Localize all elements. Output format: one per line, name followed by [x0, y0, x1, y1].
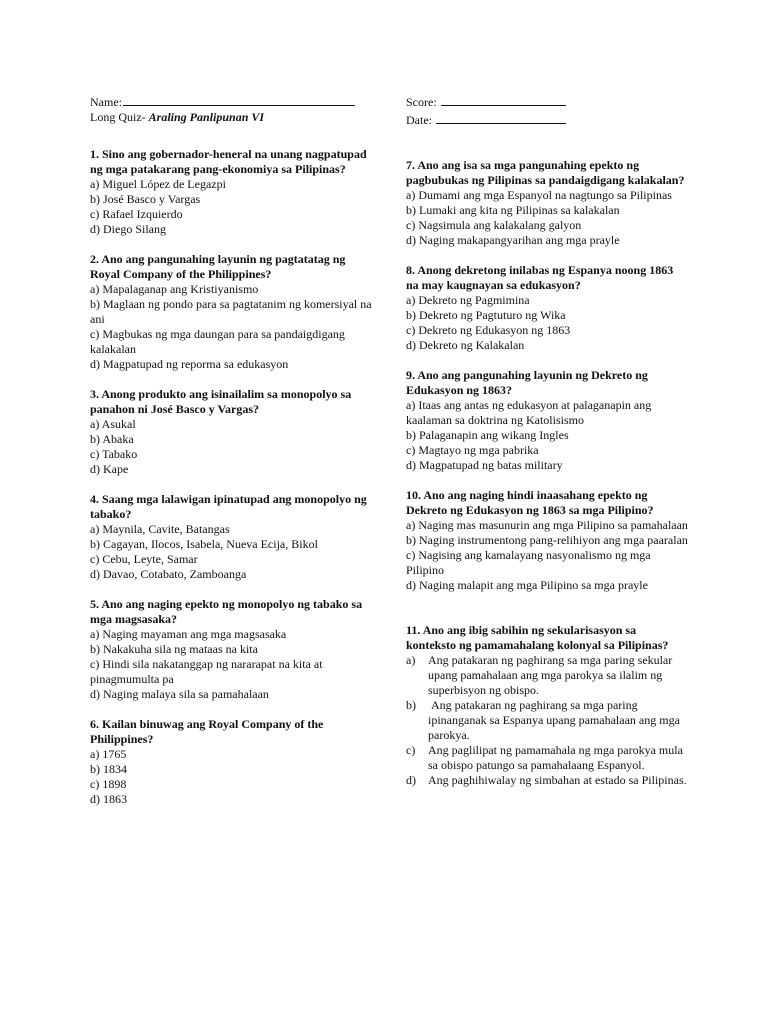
name-label: Name:: [90, 95, 122, 109]
question-text: 3. Anong produkto ang isinailalim sa monopolyo sa panahon ni José Basco y Vargas?: [90, 387, 352, 416]
question-4: [90, 492, 372, 582]
question-text: 2. Ano ang pangunahing layunin ng pagtatatag ng Royal Company of the Philippines?: [90, 252, 346, 281]
option: a) Dumami ang mga Espanyol na nagtungo sa Pilipinas: [406, 188, 672, 202]
question-text: 6. Kailan binuwag ang Royal Company of the Philippines?: [90, 717, 324, 746]
option: c) 1898: [90, 777, 127, 791]
option: d) Naging malaya sila sa pamahalaan: [90, 687, 269, 701]
question-text: 1. Sino ang gobernador-heneral na unang nagpatupad ng mga patakarang pang-ekonomiya sa Pilipinas?: [90, 147, 367, 176]
option: d) Magpatupad ng batas military: [406, 458, 563, 472]
option: b) 1834: [90, 762, 127, 776]
question-5: [90, 597, 372, 702]
option: d) 1863: [90, 792, 127, 806]
option: c) Magbukas ng mga daungan para sa pandaigdigang kalakalan: [90, 327, 345, 356]
option: d) Davao, Cotabato, Zamboanga: [90, 567, 247, 581]
question-10: [406, 488, 688, 593]
option: d) Naging makapangyarihan ang mga prayle: [406, 233, 620, 247]
quiz-title: Long Quiz- Araling Panlipunan VI: [90, 110, 265, 124]
question-text: 10. Ano ang naging hindi inaasahang epekto ng Dekreto ng Edukasyon ng 1863 sa mga Pilipino?: [406, 488, 654, 517]
option: b) Nakakuha sila ng mataas na kita: [90, 642, 258, 656]
option: c) Dekreto ng Edukasyon ng 1863: [406, 323, 571, 337]
date-label: Date:: [406, 113, 432, 127]
option: a) Naging mas masunurin ang mga Pilipino sa pamahalaan: [406, 518, 688, 532]
option: b) Lumaki ang kita ng Pilipinas sa kalakalan: [406, 203, 620, 217]
option: d) Diego Silang: [90, 222, 166, 236]
option: c) Nagising ang kamalayang nasyonalismo ng mga Pilipino: [406, 548, 651, 577]
option: d) Naging malapit ang mga Pilipino sa mga prayle: [406, 578, 648, 592]
question-7: [406, 158, 688, 248]
question-2: [90, 252, 372, 372]
option: d) Dekreto ng Kalakalan: [406, 338, 525, 352]
option: b) José Basco y Vargas: [90, 192, 201, 206]
option: a) Ang patakaran ng paghirang sa mga paring sekular upang pamahalaan ang mga parokya sa ilalim ng superbisyon ng obispo.: [406, 653, 673, 697]
option: c) Magtayo ng mga pabrika: [406, 443, 539, 457]
question-8: [406, 263, 688, 353]
date-blank[interactable]: [436, 110, 566, 124]
option: c) Tabako: [90, 447, 138, 461]
question-6: [90, 717, 372, 807]
option: b) Naging instrumentong pang-relihiyon ang mga paaralan: [406, 533, 688, 547]
question-text: 4. Saang mga lalawigan ipinatupad ang monopolyo ng tabako?: [90, 492, 367, 521]
option: a) Mapalaganap ang Kristiyanismo: [90, 282, 259, 296]
question-text: 7. Ano ang isa sa mga pangunahing epekto ng pagbubukas ng Pilipinas sa pandaigdigang kalakalan?: [406, 158, 685, 187]
option: d) Ang paghihiwalay ng simbahan at estado sa Pilipinas.: [406, 773, 687, 787]
option: b) Cagayan, Ilocos, Isabela, Nueva Ecija, Bikol: [90, 537, 318, 551]
score-label: Score:: [406, 95, 437, 109]
option: c) Rafael Izquierdo: [90, 207, 183, 221]
option: c) Hindi sila nakatanggap ng nararapat na kita at pinagmumulta pa: [90, 657, 323, 686]
question-3: [90, 387, 372, 477]
option: a) Miguel López de Legazpi: [90, 177, 226, 191]
option: c) Nagsimula ang kalakalang galyon: [406, 218, 582, 232]
option: b) Dekreto ng Pagtuturo ng Wika: [406, 308, 566, 322]
option: b) Maglaan ng pondo para sa pagtatanim ng komersiyal na ani: [90, 297, 372, 326]
option: c) Ang paglilipat ng pamamahala ng mga parokya mula sa obispo patungo sa pamahalaang Espanyol.: [406, 743, 683, 772]
option: b) Palaganapin ang wikang Ingles: [406, 428, 569, 442]
right-column: [406, 92, 688, 803]
name-field[interactable]: [90, 92, 372, 110]
question-9: [406, 368, 688, 473]
option: b) Ang patakaran ng paghirang sa mga paring ipinanganak sa Espanya upang pamahalaan ang mga parokya.: [406, 698, 683, 742]
question-11: [406, 623, 688, 788]
score-blank[interactable]: [441, 92, 566, 106]
option: c) Cebu, Leyte, Samar: [90, 552, 198, 566]
score-field[interactable]: [406, 92, 688, 110]
option: a) Naging mayaman ang mga magsasaka: [90, 627, 287, 641]
option: a) 1765: [90, 747, 127, 761]
left-column: [90, 92, 372, 822]
option: a) Dekreto ng Pagmimina: [406, 293, 530, 307]
question-text: 8. Anong dekretong inilabas ng Espanya noong 1863 na may kaugnayan sa edukasyon?: [406, 263, 674, 292]
option: a) Itaas ang antas ng edukasyon at palaganapin ang kaalaman sa doktrina ng Katolisismo: [406, 398, 652, 427]
option: b) Abaka: [90, 432, 134, 446]
name-blank[interactable]: [123, 92, 355, 106]
option: d) Kape: [90, 462, 129, 476]
question-1: [90, 147, 372, 237]
question-text: 5. Ano ang naging epekto ng monopolyo ng tabako sa mga magsasaka?: [90, 597, 363, 626]
option: d) Magpatupad ng reporma sa edukasyon: [90, 357, 289, 371]
option: a) Asukal: [90, 417, 136, 431]
date-field[interactable]: [406, 110, 688, 128]
question-text: 9. Ano ang pangunahing layunin ng Dekreto ng Edukasyon ng 1863?: [406, 368, 648, 397]
question-text: 11. Ano ang ibig sabihin ng sekularisasyon sa konteksto ng pamamahalang kolonyal sa Pilipinas?: [406, 623, 669, 652]
option: a) Maynila, Cavite, Batangas: [90, 522, 230, 536]
